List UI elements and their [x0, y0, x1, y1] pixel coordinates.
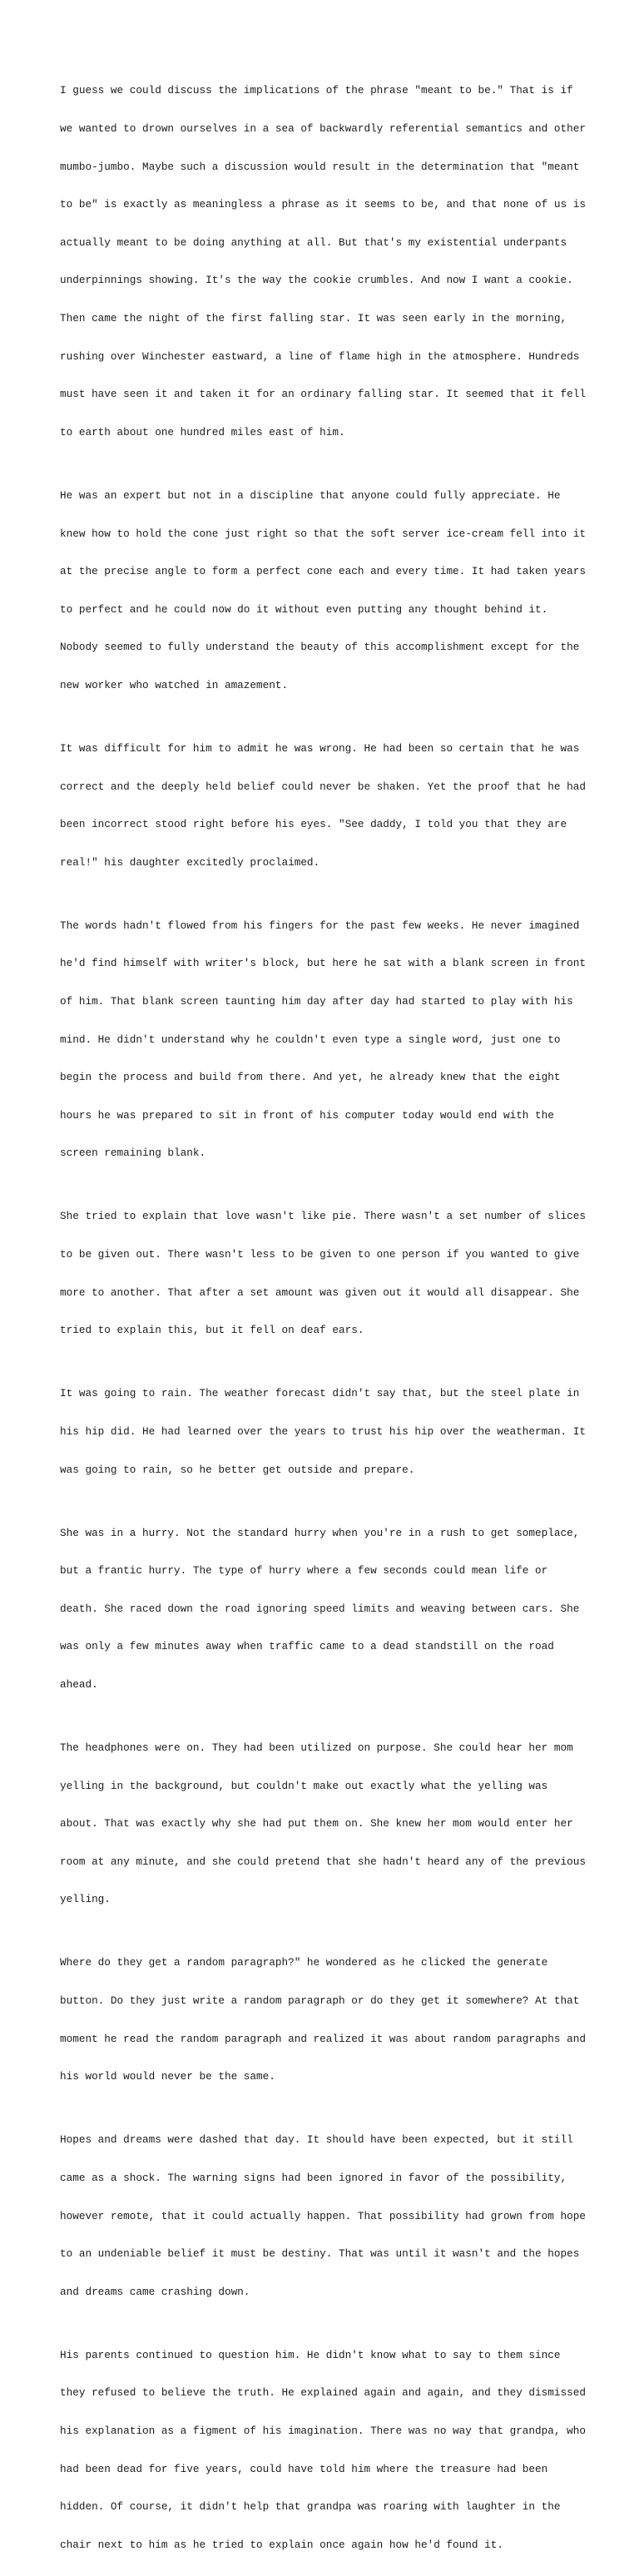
text-line: to perfect and he could now do it without even putting any thought behind it. — [60, 602, 548, 616]
text-line: he'd find himself with writer's block, but here he sat with a blank screen in front — [60, 957, 586, 970]
paragraph-8 — [60, 1717, 592, 1931]
text-line: had been dead for five years, could have told him where the treasure had been — [60, 2462, 548, 2475]
paragraph-4 — [60, 894, 592, 1185]
paragraph-6 — [60, 1362, 592, 1501]
text-line: to earth about one hundred miles east of him. — [60, 425, 345, 438]
text-line: moment he read the random paragraph and realized it was about random paragraphs and — [60, 2032, 586, 2045]
text-line: his hip did. He had learned over the years to trust his hip over the weatherman. It — [60, 1424, 586, 1438]
paragraph-11 — [60, 2323, 592, 2576]
text-line: The headphones were on. They had been utilized on purpose. She could hear her mom — [60, 1741, 573, 1755]
text-line: we wanted to drown ourselves in a sea of backwardly referential semantics and other — [60, 122, 586, 136]
text-line: button. Do they just write a random paragraph or do they get it somewhere? At that — [60, 1994, 580, 2008]
text-line: begin the process and build from there. And yet, he already knew that the eight — [60, 1071, 561, 1084]
text-line: underpinnings showing. It's the way the cookie crumbles. And now I want a cookie. — [60, 274, 573, 287]
paragraph-10 — [60, 2108, 592, 2323]
text-line: been incorrect stood right before his eyes. "See daddy, I told you that they are — [60, 818, 567, 831]
text-line: his world would never be the same. — [60, 2070, 275, 2083]
text-line: they refused to believe the truth. He explained again and again, and they dismissed — [60, 2386, 586, 2400]
text-line: room at any minute, and she could pretend that she hadn't heard any of the previous — [60, 1855, 586, 1868]
document-page — [60, 59, 592, 2576]
text-line: chair next to him as he tried to explain once again how he'd found it. — [60, 2538, 503, 2551]
paragraph-2 — [60, 464, 592, 717]
text-line: ahead. — [60, 1678, 98, 1691]
text-line: Nobody seemed to fully understand the beauty of this accomplishment except for the — [60, 641, 580, 654]
text-line: I guess we could discuss the implications of the phrase "meant to be." That is if — [60, 84, 573, 97]
text-line: knew how to hold the cone just right so that the soft server ice-cream fell into it — [60, 527, 586, 540]
text-line: death. She raced down the road ignoring speed limits and weaving between cars. She — [60, 1602, 580, 1615]
text-line: came as a shock. The warning signs had been ignored in favor of the possibility, — [60, 2171, 567, 2184]
text-line: Where do they get a random paragraph?" he wondered as he clicked the generate — [60, 1956, 548, 1969]
text-line: at the precise angle to form a perfect cone each and every time. It had taken years — [60, 565, 586, 578]
text-line: She tried to explain that love wasn't like pie. There wasn't a set number of slices — [60, 1210, 586, 1223]
text-line: of him. That blank screen taunting him day after day had started to play with his — [60, 995, 573, 1008]
text-line: It was going to rain. The weather forecast didn't say that, but the steel plate in — [60, 1387, 580, 1400]
text-line: about. That was exactly why she had put them on. She knew her mom would enter her — [60, 1817, 573, 1830]
text-line: to be given out. There wasn't less to be given to one person if you wanted to give — [60, 1248, 580, 1261]
text-line: but a frantic hurry. The type of hurry where a few seconds could mean life or — [60, 1564, 548, 1578]
text-line: rushing over Winchester eastward, a line of flame high in the atmosphere. Hundreds — [60, 349, 580, 363]
text-line: mind. He didn't understand why he couldn't even type a single word, just one to — [60, 1033, 561, 1046]
text-line: however remote, that it could actually happen. That possibility had grown from hope — [60, 2209, 586, 2222]
text-line: to be" is exactly as meaningless a phrase as it seems to be, and that none of us is — [60, 198, 586, 211]
text-line: mumbo-jumbo. Maybe such a discussion would result in the determination that "meant — [60, 160, 580, 173]
paragraph-7 — [60, 1501, 592, 1716]
text-line: actually meant to be doing anything at all. But that's my existential underpants — [60, 235, 567, 249]
text-line: screen remaining blank. — [60, 1147, 206, 1160]
text-line: must have seen it and taken it for an ordinary falling star. It seemed that it fell — [60, 388, 586, 401]
text-line: and dreams came crashing down. — [60, 2285, 250, 2298]
text-line: real!" his daughter excitedly proclaimed. — [60, 855, 320, 869]
text-line: It was difficult for him to admit he was wrong. He had been so certain that he was — [60, 741, 580, 755]
text-line: new worker who watched in amazement. — [60, 678, 289, 691]
text-line: She was in a hurry. Not the standard hurry when you're in a rush to get someplace, — [60, 1526, 580, 1539]
text-line: hidden. Of course, it didn't help that grandpa was roaring with laughter in the — [60, 2500, 561, 2514]
text-line: to an undeniable belief it must be destiny. That was until it wasn't and the hopes — [60, 2247, 580, 2261]
text-line: The words hadn't flowed from his fingers for the past few weeks. He never imagined — [60, 919, 580, 932]
text-line: correct and the deeply held belief could never be shaken. Yet the proof that he had — [60, 780, 586, 793]
text-line: more to another. That after a set amount was given out it would all disappear. She — [60, 1286, 580, 1299]
text-line: was only a few minutes away when traffic came to a dead standstill on the road — [60, 1640, 554, 1653]
text-line: yelling. — [60, 1893, 111, 1906]
text-line: His parents continued to question him. He didn't know what to say to them since — [60, 2348, 561, 2361]
text-line: yelling in the background, but couldn't make out exactly what the yelling was — [60, 1779, 548, 1792]
text-line: He was an expert but not in a discipline that anyone could fully appreciate. He — [60, 488, 561, 502]
text-line: Hopes and dreams were dashed that day. It should have been expected, but it still — [60, 2133, 573, 2147]
text-line: was going to rain, so he better get outside and prepare. — [60, 1463, 415, 1476]
text-line: tried to explain this, but it fell on deaf ears. — [60, 1324, 364, 1337]
paragraph-1 — [60, 59, 592, 464]
paragraph-5 — [60, 1185, 592, 1362]
paragraph-3 — [60, 717, 592, 894]
text-line: Then came the night of the first falling star. It was seen early in the morning, — [60, 312, 567, 325]
text-line: hours he was prepared to sit in front of his computer today would end with the — [60, 1108, 554, 1122]
paragraph-9 — [60, 1931, 592, 2108]
text-line: his explanation as a figment of his imagination. There was no way that grandpa, who — [60, 2424, 586, 2437]
